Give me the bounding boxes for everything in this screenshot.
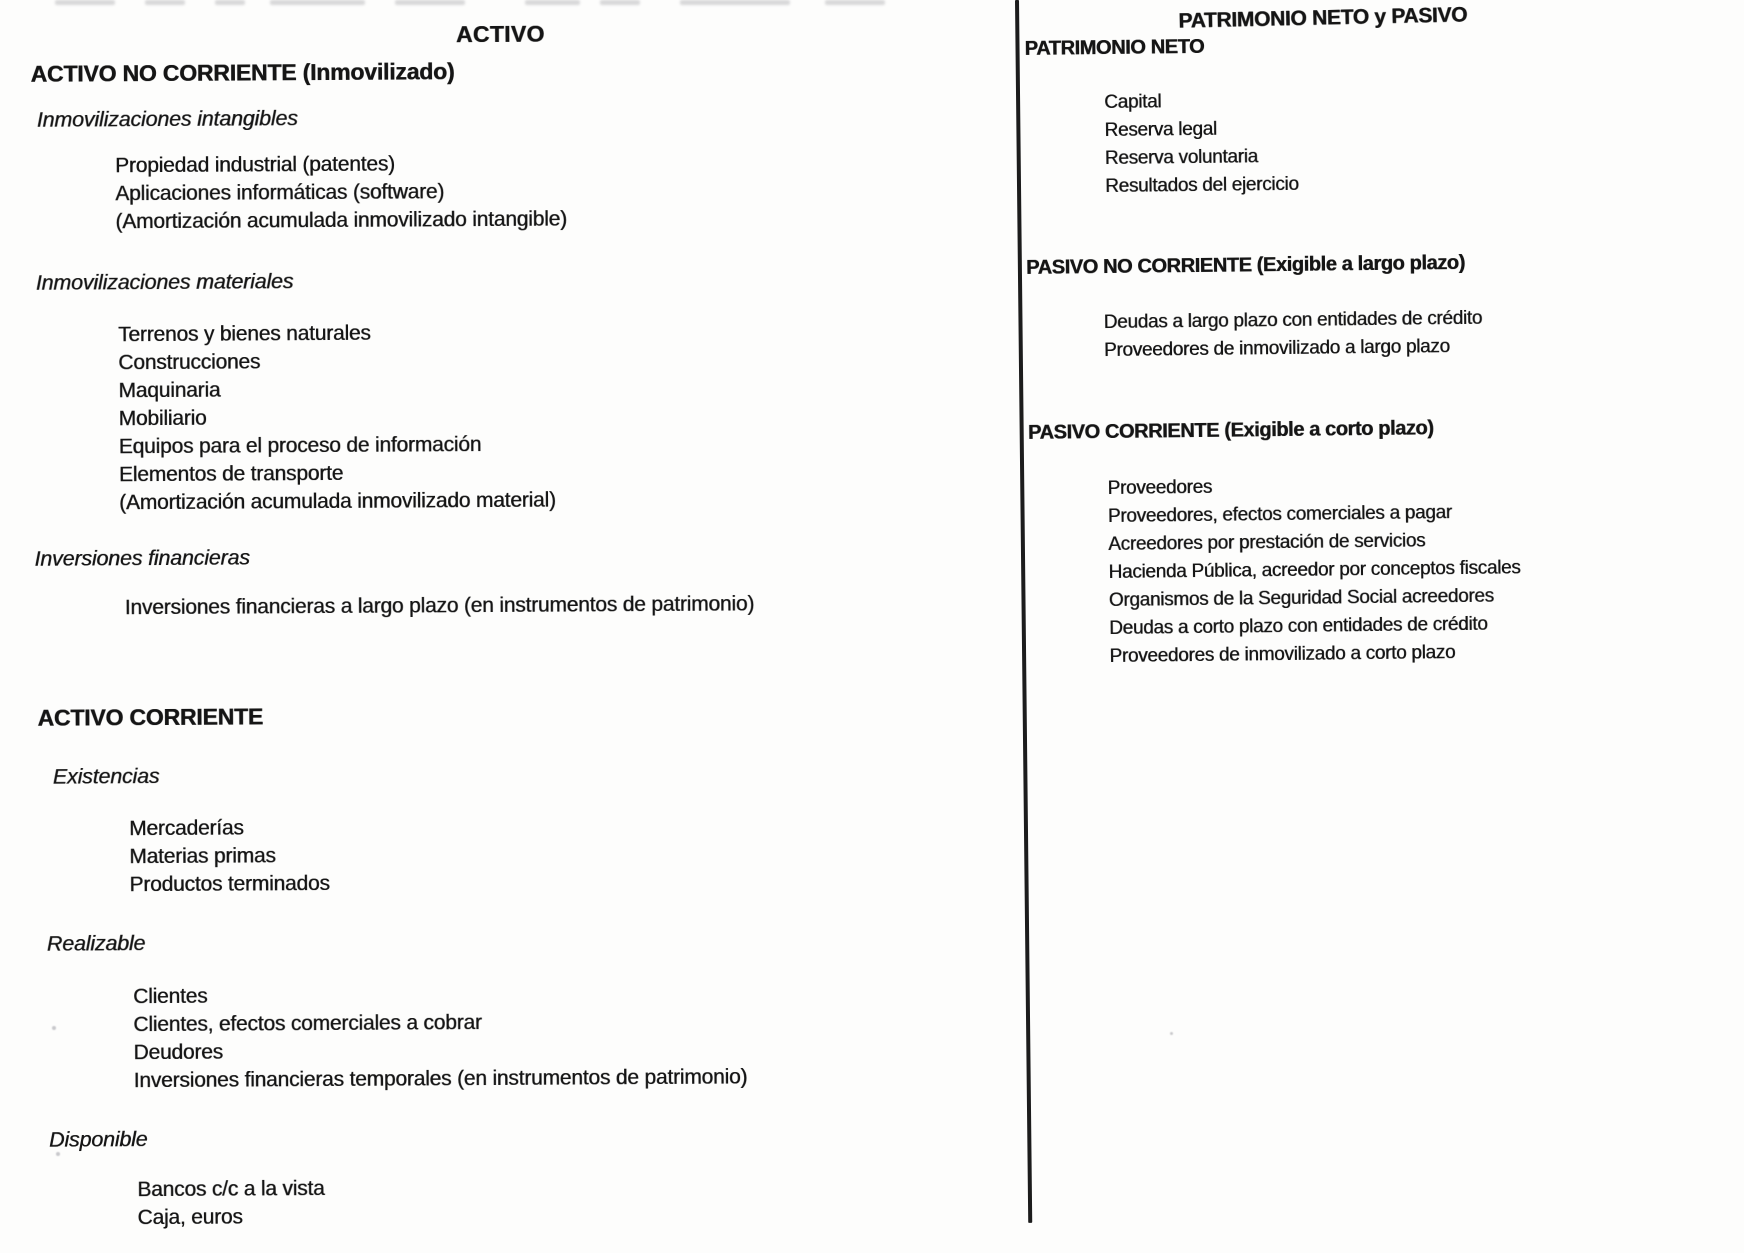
heading-activo-no-corriente: ACTIVO NO CORRIENTE (Inmovilizado) [30,58,455,87]
line-item: Hacienda Pública, acreedor por conceptos fiscales [1108,557,1521,584]
line-item: Materias primas [129,844,276,869]
line-item: Equipos para el proceso de información [118,433,482,459]
line-item: Deudores [133,1040,223,1065]
line-item: Caja, euros [137,1205,243,1230]
line-item: Proveedores de inmovilizado a largo plazo [1103,336,1450,362]
line-item: Reserva legal [1104,118,1217,142]
line-item: Acreedores por prestación de servicios [1108,530,1426,556]
line-item: Bancos c/c a la vista [137,1177,325,1202]
line-item: Productos terminados [129,872,330,897]
line-item: Maquinaria [118,378,221,403]
line-item: Construcciones [118,350,261,375]
line-item: Inversiones financieras temporales (en instrumentos de patrimonio) [133,1065,748,1093]
line-item: (Amortización acumulada inmovilizado intangible) [115,207,567,234]
line-item: Elementos de transporte [118,461,344,487]
line-item: Capital [1104,91,1162,114]
line-item: Inversiones financieras a largo plazo (en instrumentos de patrimonio) [124,592,755,620]
line-item: Mobiliario [118,406,207,431]
line-item: (Amortización acumulada inmovilizado material) [119,488,556,515]
column-title-patrimonio-pasivo: PATRIMONIO NETO y PASIVO [1178,3,1468,33]
heading-pasivo-no-corriente: PASIVO NO CORRIENTE (Exigible a largo plazo) [1025,251,1465,279]
items-pasivo-no-corriente [1104,305,1483,365]
heading-patrimonio-neto: PATRIMONIO NETO [1024,35,1205,60]
line-item: Clientes, efectos comerciales a cobrar [133,1011,482,1037]
label-inversiones-financieras: Inversiones financieras [34,545,250,571]
items-patrimonio-neto [1104,87,1299,201]
label-inmovilizaciones-materiales: Inmovilizaciones materiales [35,269,294,295]
heading-pasivo-corriente: PASIVO CORRIENTE (Exigible a corto plazo) [1027,417,1434,444]
line-item: Deudas a corto plazo con entidades de crédito [1109,613,1488,640]
line-item: Proveedores [1107,476,1213,500]
column-title-activo: ACTIVO [455,20,545,48]
line-item: Clientes [133,984,208,1009]
line-item: Proveedores, efectos comerciales a pagar [1107,502,1452,528]
heading-activo-corriente: ACTIVO CORRIENTE [37,703,263,731]
line-item: Organismos de la Seguridad Social acreedores [1108,585,1494,612]
line-item: Propiedad industrial (patentes) [114,152,395,178]
line-item: Resultados del ejercicio [1105,173,1299,198]
items-pasivo-corriente [1107,470,1521,671]
label-existencias: Existencias [52,764,160,789]
line-item: Aplicaciones informáticas (software) [115,180,445,206]
line-item: Mercaderías [128,816,244,841]
label-disponible: Disponible [48,1127,148,1152]
line-item: Proveedores de inmovilizado a corto plazo [1109,642,1456,668]
label-realizable: Realizable [46,931,146,956]
line-item: Deudas a largo plazo con entidades de crédito [1103,307,1483,334]
line-item: Reserva voluntaria [1104,146,1258,170]
line-item: Terrenos y bienes naturales [117,321,371,347]
label-inmovilizaciones-intangibles: Inmovilizaciones intangibles [36,106,298,132]
